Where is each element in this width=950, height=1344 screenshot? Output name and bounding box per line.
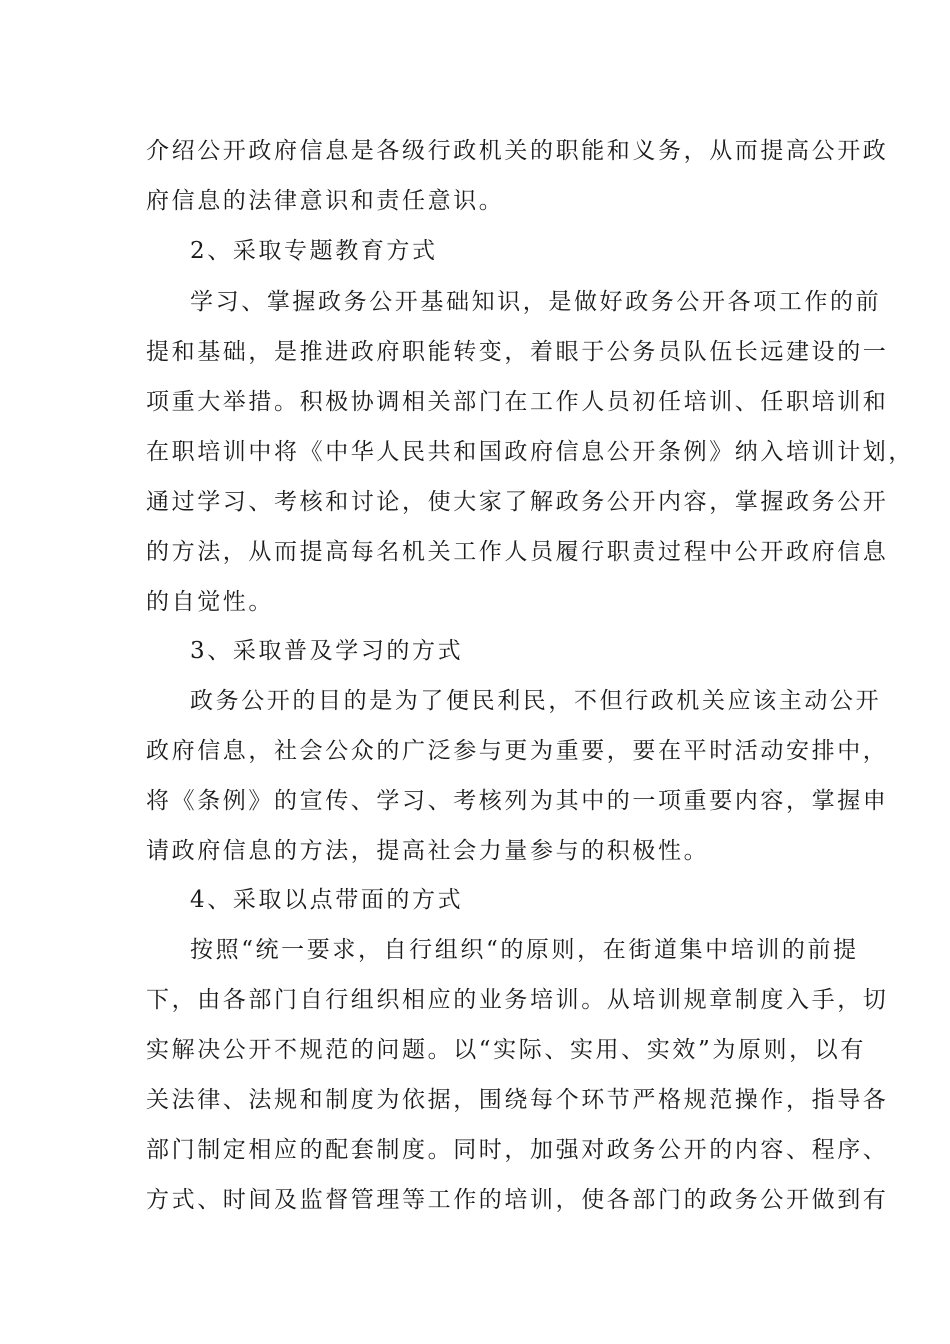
text-line: 的自觉性。	[146, 589, 274, 615]
text-line: 提和基础，是推进政府职能转变，着眼于公务员队伍长远建设的一	[146, 339, 889, 365]
text-line: 请政府信息的方法，提高社会力量参与的积极性。	[146, 838, 710, 864]
text-line: 通过学习、考核和讨论，使大家了解政务公开内容，掌握政务公开	[146, 489, 889, 515]
section-heading: 2、采取专题教育方式	[190, 238, 438, 264]
text-line: 方式、时间及监督管理等工作的培训，使各部门的政务公开做到有	[146, 1187, 889, 1213]
text-line: 关法律、法规和制度为依据，围绕每个环节严格规范操作，指导各	[146, 1087, 889, 1113]
text-line: 部门制定相应的配套制度。同时，加强对政务公开的内容、程序、	[146, 1137, 889, 1163]
text-line: 府信息的法律意识和责任意识。	[146, 188, 505, 214]
section-heading: 3、采取普及学习的方式	[190, 638, 464, 664]
text-line: 学习、掌握政务公开基础知识，是做好政务公开各项工作的前	[190, 289, 882, 315]
text-line: 的方法，从而提高每名机关工作人员履行职责过程中公开政府信息	[146, 539, 889, 565]
text-line: 介绍公开政府信息是各级行政机关的职能和义务，从而提高公开政	[146, 138, 889, 164]
text-line: 实解决公开不规范的问题。以“实际、实用、实效”为原则，以有	[146, 1037, 866, 1063]
text-line: 政府信息，社会公众的广泛参与更为重要，要在平时活动安排中，	[146, 738, 889, 764]
text-line: 在职培训中将《中华人民共和国政府信息公开条例》纳入培训计划，	[146, 439, 914, 465]
text-line: 下，由各部门自行组织相应的业务培训。从培训规章制度入手，切	[146, 987, 889, 1013]
text-line: 项重大举措。积极协调相关部门在工作人员初任培训、任职培训和	[146, 389, 889, 415]
text-line: 将《条例》的宣传、学习、考核列为其中的一项重要内容，掌握申	[146, 788, 889, 814]
text-line: 政务公开的目的是为了便民利民，不但行政机关应该主动公开	[190, 688, 882, 714]
text-line: 按照“统一要求，自行组织“的原则，在街道集中培训的前提	[190, 937, 859, 963]
section-heading: 4、采取以点带面的方式	[190, 887, 464, 913]
